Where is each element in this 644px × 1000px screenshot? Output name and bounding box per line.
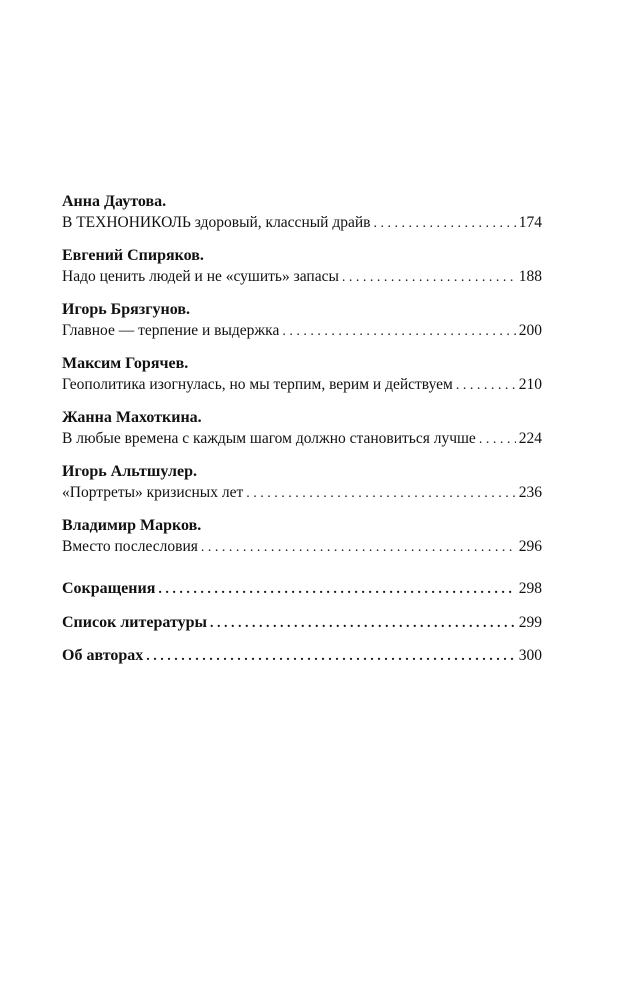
toc-section-authors	[62, 639, 542, 673]
toc-leader-dots	[210, 608, 516, 640]
toc-page-number: 174	[518, 214, 542, 231]
toc-leader-dots	[146, 640, 516, 674]
toc-title: «Портреты» кризисных лет	[62, 484, 244, 501]
toc-page-number: 200	[518, 322, 542, 339]
toc-section-title: Об авторах	[62, 647, 144, 664]
toc-section-abbreviations	[62, 571, 542, 607]
toc-page-number: 236	[518, 484, 542, 501]
toc-leader-dots	[246, 483, 516, 505]
toc-page-number: 210	[518, 376, 542, 393]
toc-leader-dots	[456, 375, 516, 397]
toc-line	[62, 374, 542, 396]
toc-line	[62, 320, 542, 342]
toc-leader-dots	[479, 429, 516, 451]
toc-leader-dots	[373, 213, 515, 235]
toc-title: Вместо послесловия	[62, 538, 198, 555]
toc-page-number: 299	[518, 614, 542, 631]
toc-title: В любые времена с каждым шагом должно становиться лучше	[62, 430, 476, 447]
toc-title: В ТЕХНОНИКОЛЬ здоровый, классный драйв	[62, 214, 371, 231]
toc-page-number: 224	[518, 430, 542, 447]
toc-entry	[62, 516, 542, 558]
toc-entry	[62, 354, 542, 396]
toc-title: Главное — терпение и выдержка	[62, 322, 280, 339]
toc-title: Надо ценить людей и не «сушить» запасы	[62, 268, 339, 285]
toc-author: Максим Горячев.	[62, 355, 189, 372]
toc-leader-dots	[282, 321, 515, 343]
toc-section-references	[62, 607, 542, 639]
toc-leader-dots	[342, 267, 516, 289]
toc-page-number: 298	[518, 580, 542, 597]
toc-line	[62, 482, 542, 504]
toc-author: Игорь Альтшулер.	[62, 463, 197, 480]
toc-leader-dots	[201, 537, 516, 559]
toc-author: Игорь Брязгунов.	[62, 301, 190, 318]
toc-entry	[62, 300, 542, 342]
toc-author: Владимир Марков.	[62, 517, 202, 534]
toc-entry	[62, 246, 542, 288]
toc-line	[62, 266, 542, 288]
toc-line	[62, 428, 542, 450]
toc-section-title: Список литературы	[62, 614, 207, 631]
toc-line	[62, 212, 542, 234]
toc-entry	[62, 408, 542, 450]
toc-entry	[62, 462, 542, 504]
toc-page-number: 300	[518, 647, 542, 664]
toc-section-title: Сокращения	[62, 580, 156, 597]
toc-entry	[62, 192, 542, 234]
toc-page-number: 188	[518, 268, 542, 285]
toc-page-number: 296	[518, 538, 542, 555]
toc-author: Евгений Спиряков.	[62, 247, 204, 264]
table-of-contents	[62, 192, 542, 673]
toc-author: Жанна Махоткина.	[62, 409, 202, 426]
toc-leader-dots	[158, 572, 515, 608]
toc-author: Анна Даутова.	[62, 193, 167, 210]
toc-line	[62, 536, 542, 558]
toc-title: Геополитика изогнулась, но мы терпим, верим и действуем	[62, 376, 453, 393]
